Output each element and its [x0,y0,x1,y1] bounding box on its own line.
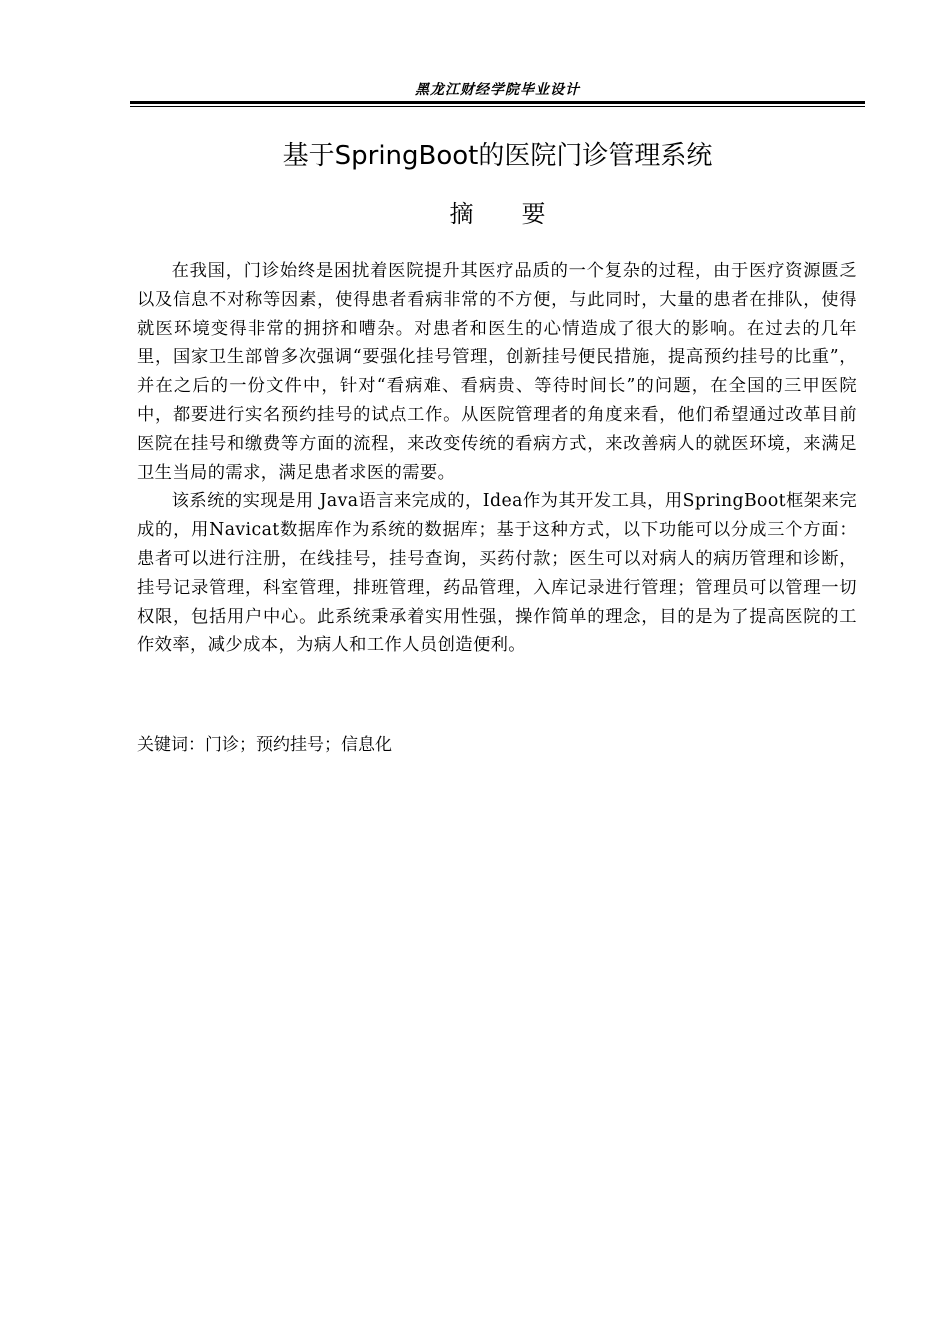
header-rule-thick [130,101,865,104]
abstract-heading: 摘要 [449,200,594,228]
running-header: 黑龙江财经学院毕业设计 [415,82,580,98]
paper-title: 基于SpringBoot的医院门诊管理系统 [282,141,713,171]
abstract-paragraph-2: 该系统的实现是用 Java语言来完成的，Idea作为其开发工具，用SpringBoot框架来完成的，用Navicat数据库作为系统的数据库；基于这种方式，以下功能可以分成三个方面：患者可以进行注册，在线挂号，挂号查询，买药付款；医生可以对病人的病历管理和诊断，挂号记录管理，科室管理，排班管理，药品管理，入库记录进行管理；管理员可以管理一切权限，包括用户中心。此系统秉承着实用性强，操作简单的理念，目的是为了提高医院的工作效率，减少成本，为病人和工作人员创造便利。 [137,491,857,656]
header-rule-thin [130,106,865,107]
abstract-paragraph-1: 在我国，门诊始终是困扰着医院提升其医疗品质的一个复杂的过程，由于医疗资源匮乏以及信息不对称等因素，使得患者看病非常的不方便，与此同时，大量的患者在排队，使得就医环境变得非常的拥挤和嘈杂。对患者和医生的心情造成了很大的影响。在过去的几年里，国家卫生部曾多次强调“要强化挂号管理，创新挂号便民措施，提高预约挂号的比重”，并在之后的一份文件中，针对“看病难、看病贵、等待时间长”的问题，在全国的三甲医院中，都要进行实名预约挂号的试点工作。从医院管理者的角度来看，他们希望通过改革目前医院在挂号和缴费等方面的流程，来改变传统的看病方式，来改善病人的就医环境，来满足卫生当局的需求，满足患者求医的需要。 [137,261,857,483]
keywords-label: 关键词： [137,735,205,755]
keywords-value: 门诊；预约挂号；信息化 [205,735,392,755]
keywords-line [137,731,857,759]
abstract-body [137,257,857,660]
